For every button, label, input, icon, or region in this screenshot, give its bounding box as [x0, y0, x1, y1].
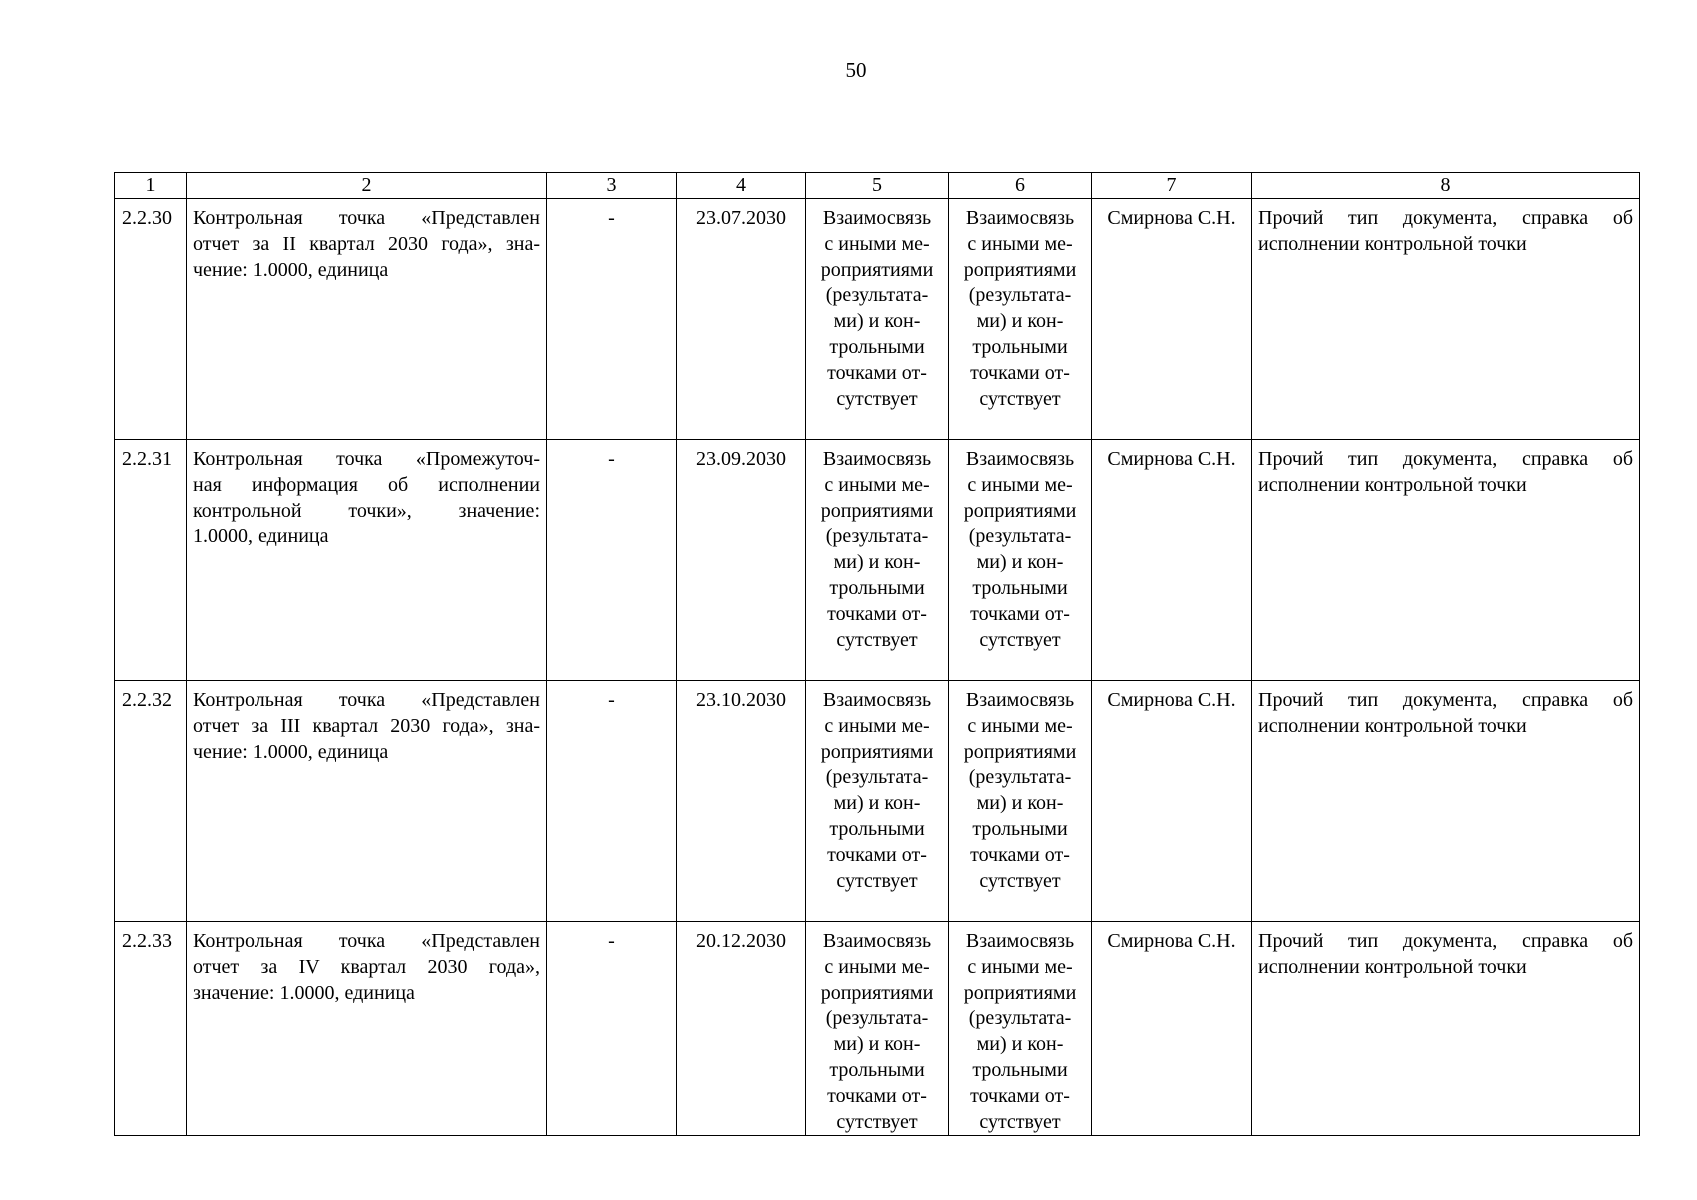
checkpoint-description: Контрольная точка «Представлен отчет за IV квартал 2030 года», значение: 1.0000, единица	[187, 922, 547, 1136]
header-cell: 8	[1252, 173, 1640, 199]
header-cell: 4	[677, 173, 806, 199]
document-type: Прочий тип документа, справка об исполнении контрольной точки	[1252, 440, 1640, 681]
page-number: 50	[845, 58, 867, 82]
document-type: Прочий тип документа, справка об исполнении контрольной точки	[1252, 199, 1640, 440]
relation-col5: Взаимосвязь с иными ме- роприятиями (результата- ми) и кон- трольными точками от- сутствует	[806, 922, 949, 1136]
row-number: 2.2.33	[115, 922, 187, 1136]
col3-value: -	[547, 199, 677, 440]
col3-value: -	[547, 681, 677, 922]
header-cell: 6	[949, 173, 1092, 199]
header-cell: 7	[1092, 173, 1252, 199]
col3-value: -	[547, 440, 677, 681]
checkpoint-description: Контрольная точка «Представлен отчет за II квартал 2030 года», зна- чение: 1.0000, единица	[187, 199, 547, 440]
row-number: 2.2.32	[115, 681, 187, 922]
table-header-row	[115, 173, 1640, 199]
relation-col5: Взаимосвязь с иными ме- роприятиями (результата- ми) и кон- трольными точками от- сутствует	[806, 681, 949, 922]
due-date: 20.12.2030	[677, 922, 806, 1136]
header-cell: 3	[547, 173, 677, 199]
checkpoint-description: Контрольная точка «Представлен отчет за III квартал 2030 года», зна- чение: 1.0000, единица	[187, 681, 547, 922]
table-row	[115, 922, 1640, 1136]
header-cell: 1	[115, 173, 187, 199]
row-number: 2.2.30	[115, 199, 187, 440]
relation-col6: Взаимосвязь с иными ме- роприятиями (результата- ми) и кон- трольными точками от- сутствует	[949, 922, 1092, 1136]
header-cell: 2	[187, 173, 547, 199]
relation-col6: Взаимосвязь с иными ме- роприятиями (результата- ми) и кон- трольными точками от- сутствует	[949, 199, 1092, 440]
table-row	[115, 681, 1640, 922]
relation-col6: Взаимосвязь с иными ме- роприятиями (результата- ми) и кон- трольными точками от- сутствует	[949, 440, 1092, 681]
responsible-person: Смирнова С.Н.	[1092, 440, 1252, 681]
responsible-person: Смирнова С.Н.	[1092, 681, 1252, 922]
document-type: Прочий тип документа, справка об исполнении контрольной точки	[1252, 681, 1640, 922]
table-row	[115, 199, 1640, 440]
checkpoint-description: Контрольная точка «Промежуточ- ная информация об исполнении контрольной точки», значение: 1.0000, единица	[187, 440, 547, 681]
document-type: Прочий тип документа, справка об исполнении контрольной точки	[1252, 922, 1640, 1136]
due-date: 23.07.2030	[677, 199, 806, 440]
checkpoint-table	[114, 172, 1640, 1136]
header-cell: 5	[806, 173, 949, 199]
responsible-person: Смирнова С.Н.	[1092, 922, 1252, 1136]
relation-col5: Взаимосвязь с иными ме- роприятиями (результата- ми) и кон- трольными точками от- сутствует	[806, 199, 949, 440]
relation-col6: Взаимосвязь с иными ме- роприятиями (результата- ми) и кон- трольными точками от- сутствует	[949, 681, 1092, 922]
due-date: 23.09.2030	[677, 440, 806, 681]
col3-value: -	[547, 922, 677, 1136]
row-number: 2.2.31	[115, 440, 187, 681]
responsible-person: Смирнова С.Н.	[1092, 199, 1252, 440]
table-row	[115, 440, 1640, 681]
due-date: 23.10.2030	[677, 681, 806, 922]
relation-col5: Взаимосвязь с иными ме- роприятиями (результата- ми) и кон- трольными точками от- сутствует	[806, 440, 949, 681]
